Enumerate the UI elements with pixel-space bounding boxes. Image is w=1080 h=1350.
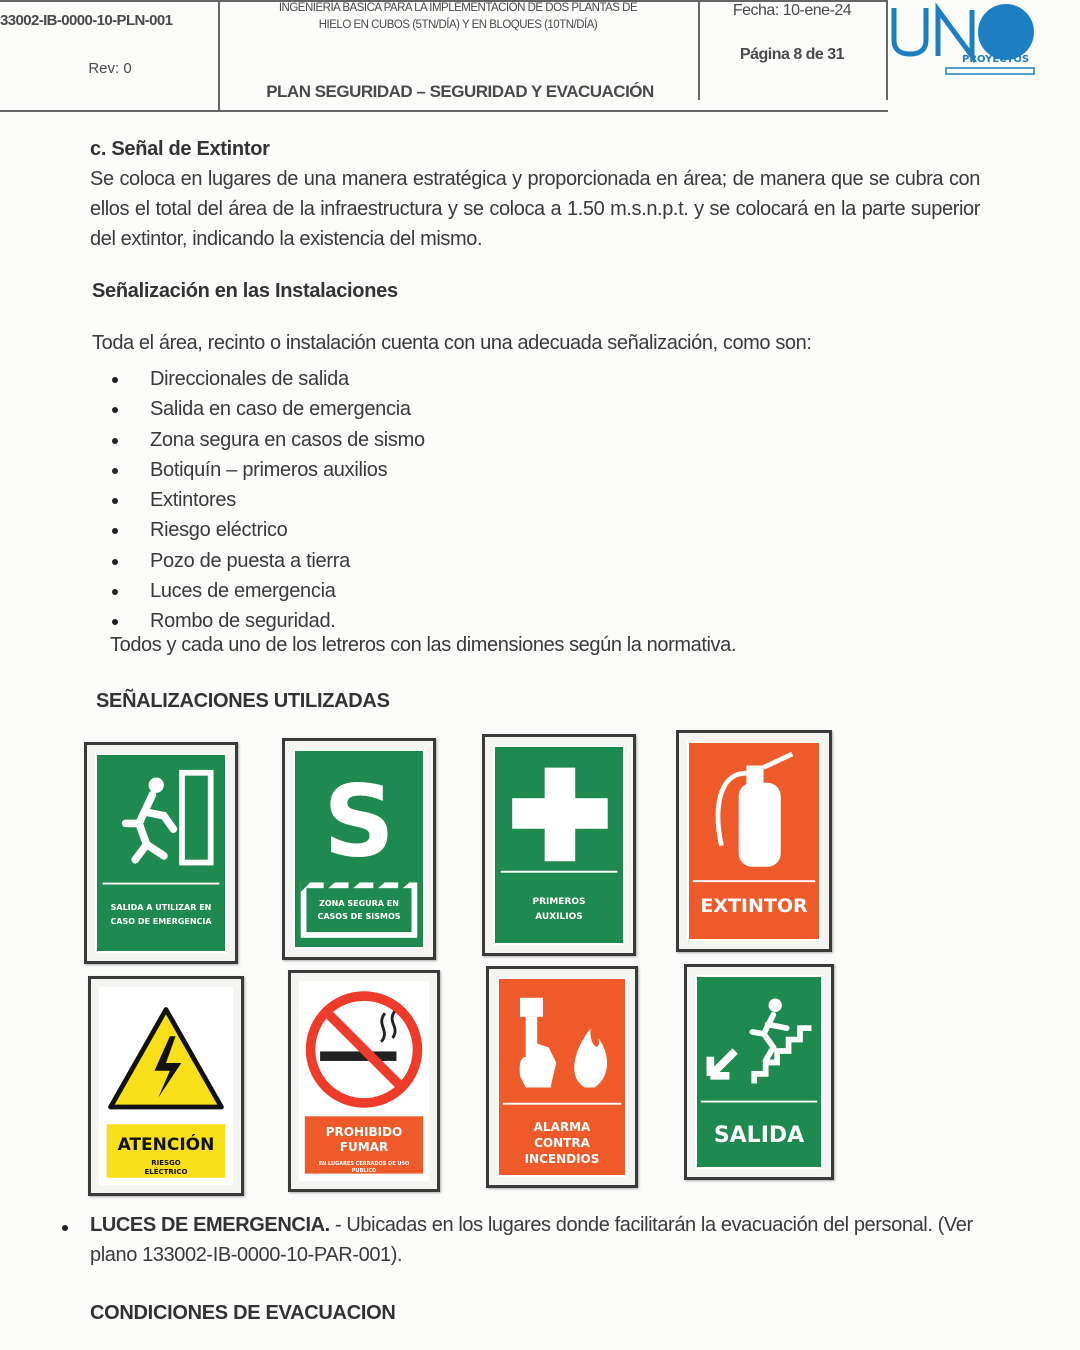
used-signs-title: SEÑALIZACIONES UTILIZADAS [96,690,390,712]
sign-label: ALARMA CONTRA INCENDIOS [524,1120,600,1166]
list-item: Zona segura en casos de sismo [108,425,425,455]
list-item: Extintores [108,485,425,515]
section-c-body: Se coloca en lugares de una manera estratégica y proporcionada en área; de manera que se cubra con ellos el total del área de la infraestructura y se coloca a 1.50 m.s.n.p.t. y se colocará en la parte superior del extintor, indicando la existencia del mismo. [90,168,980,250]
sign-panel [695,975,823,1169]
list-item: Luces de emergencia [108,576,425,606]
document-code: 33002-IB-0000-10-PLN-001 [0,12,173,29]
sign-fire-alarm [486,966,638,1188]
sign-label: PROHIBIDO FUMAR [325,1125,403,1154]
sign-panel [293,749,425,949]
sign-exit [684,964,834,1180]
company-logo [888,0,1048,80]
list-item: Riesgo eléctrico [108,515,425,545]
sign-panel [687,741,821,941]
sign-label: SALIDA A UTILIZAR EN CASO DE EMERGENCIA [110,903,212,926]
sign-first-aid [482,734,636,956]
signage-title: Señalización en las Instalaciones [92,280,398,302]
sign-panel [99,987,233,1185]
sign-sublabel: EN LUGARES CERRADOS DE USO PÚBLICO [318,1161,410,1174]
project-title: INGENIERÍA BÁSICA PARA LA IMPLEMENTACIÓN DE DOS PLANTAS DE HIELO EN CUBOS (5TN/DÍA) Y EN BLOQUES (10TN/DÍA) [278,2,638,31]
sign-label: ATENCIÓN [117,1135,215,1155]
sign-panel [493,745,625,945]
header-divider [218,0,220,110]
sign-label: ZONA SEGURA EN CASOS DE SISMOS [317,899,401,921]
svg-text:S: S [323,764,395,880]
sign-electrical-hazard [88,976,244,1196]
sign-safe-zone [282,738,436,960]
list-item: Botiquín – primeros auxilios [108,455,425,485]
evacuation-title: CONDICIONES DE EVACUACION [90,1302,396,1324]
sign-panel [497,977,627,1177]
emergency-lights-paragraph [90,1210,990,1270]
logo-subtitle: PROYECTOS [962,54,1030,65]
header-divider [698,0,700,100]
sign-panel [95,753,227,953]
header-border-bottom [0,110,888,112]
list-item: Salida en caso de emergencia [108,394,425,424]
section-c-title: c. Señal de Extintor [90,138,270,160]
plan-title: PLAN SEGURIDAD – SEGURIDAD Y EVACUACIÓN [266,82,654,101]
date-label: Fecha: 10-ene-24 [732,2,852,19]
signage-closing: Todos y cada uno de los letreros con las dimensiones según la normativa. [110,634,737,656]
list-item: Rombo de seguridad. [108,606,425,636]
sign-extinguisher [676,730,832,952]
emergency-lights-body: - Ubicadas en los lugares donde facilitarán la evacuación del personal. (Ver plano 133002-IB-0000-10-PAR-001). [90,1214,973,1266]
sign-label: SALIDA [713,1123,805,1148]
revision-label: Rev: 0 [88,60,132,77]
sign-panel [299,981,429,1181]
sign-label: PRIMEROS AUXILIOS [532,897,586,922]
list-item: Pozo de puesta a tierra [108,546,425,576]
sign-sublabel: RIESGO ELÉCTRICO [144,1159,188,1176]
sign-emergency-exit [84,742,238,964]
sign-no-smoking [288,970,440,1192]
page-number: Página 8 de 31 [739,46,845,63]
emergency-lights-title: LUCES DE EMERGENCIA. [90,1214,330,1236]
sign-label: EXTINTOR [700,895,808,917]
list-item: Direccionales de salida [108,364,425,394]
bullet-dot [62,1225,68,1231]
signage-list [108,364,425,637]
signage-intro: Toda el área, recinto o instalación cuenta con una adecuada señalización, como son: [92,332,812,354]
